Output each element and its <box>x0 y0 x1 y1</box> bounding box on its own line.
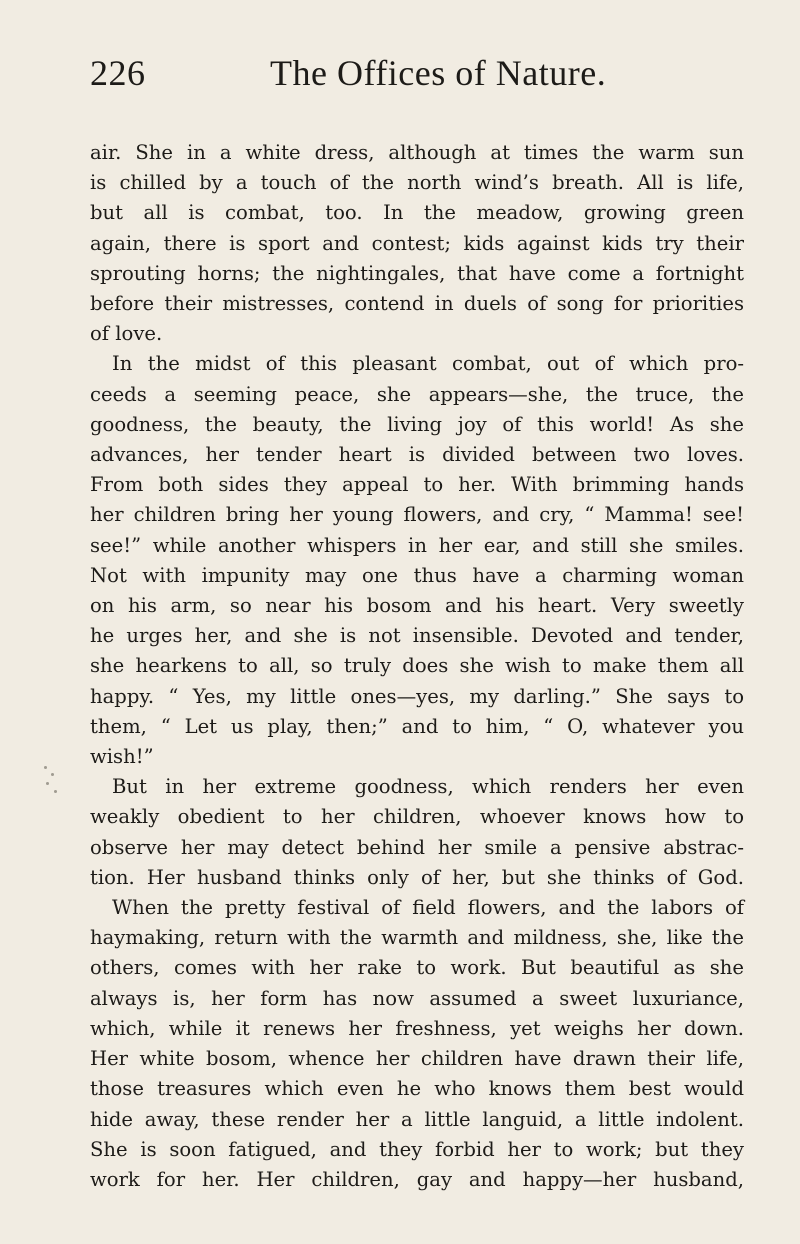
running-title: The Offices of Nature. <box>270 53 607 93</box>
paper-speck <box>51 773 54 776</box>
text-line: always is, her form has now assumed a sweet luxuriance, <box>90 986 744 1010</box>
paper-speck <box>46 782 49 785</box>
text-line: he urges her, and she is not insensible. Devoted and tender, <box>90 624 744 648</box>
paper-speck <box>44 766 47 769</box>
text-line: before their mistresses, contend in duels of song for priorities <box>90 292 744 316</box>
text-line: hide away, these render her a little languid, a little indolent. <box>90 1107 744 1131</box>
paper-specks <box>40 760 62 800</box>
body-text <box>90 138 744 1195</box>
text-line: work for her. Her children, gay and happy—her husband, <box>90 1167 744 1191</box>
text-line: When the pretty festival of field flowers, and the labors of <box>112 896 744 920</box>
text-line: From both sides they appeal to her. With brimming hands <box>90 473 744 497</box>
text-line: but all is combat, too. In the meadow, growing green <box>90 201 744 225</box>
text-line: which, while it renews her freshness, yet weighs her down. <box>90 1016 744 1040</box>
text-line: is chilled by a touch of the north wind’s breath. All is life, <box>90 171 744 195</box>
text-line: air. She in a white dress, although at times the warm sun <box>90 141 744 164</box>
running-head <box>90 52 744 92</box>
text-line: weakly obedient to her children, whoever knows how to <box>90 805 744 829</box>
text-line: wish!” <box>90 745 154 769</box>
text-line: goodness, the beauty, the living joy of this world! As she <box>90 412 744 436</box>
text-line: In the midst of this pleasant combat, out of which pro- <box>112 352 744 376</box>
text-line: others, comes with her rake to work. But beautiful as she <box>90 956 744 980</box>
text-line: of love. <box>90 322 163 346</box>
text-line: them, “ Let us play, then;” and to him, “ O, whatever you <box>90 714 744 738</box>
text-line: Her white bosom, whence her children have drawn their life, <box>90 1047 744 1071</box>
text-line: see!” while another whispers in her ear, and still she smiles. <box>90 533 744 557</box>
text-line: Not with impunity may one thus have a charming woman <box>90 563 744 587</box>
text-line: She is soon fatigued, and they forbid her to work; but they <box>90 1137 744 1161</box>
text-line: tion. Her husband thinks only of her, but she thinks of God. <box>90 865 744 889</box>
text-line: on his arm, so near his bosom and his heart. Very sweetly <box>90 594 744 618</box>
text-line: advances, her tender heart is divided between two loves. <box>90 443 744 467</box>
paper-speck <box>54 790 57 793</box>
text-line: she hearkens to all, so truly does she wish to make them all <box>90 654 744 678</box>
text-line: happy. “ Yes, my little ones—yes, my darling.” She says to <box>90 684 744 708</box>
page-number: 226 <box>90 53 146 93</box>
text-line: her children bring her young flowers, and cry, “ Mamma! see! <box>90 503 744 527</box>
text-line: ceeds a seeming peace, she appears—she, the truce, the <box>90 382 744 406</box>
text-line: sprouting horns; the nightingales, that have come a fortnight <box>90 261 744 285</box>
text-line: haymaking, return with the warmth and mildness, she, like the <box>90 926 744 950</box>
text-line: But in her extreme goodness, which renders her even <box>112 775 744 799</box>
text-line: observe her may detect behind her smile a pensive abstrac- <box>90 835 744 859</box>
text-line: again, there is sport and contest; kids against kids try their <box>90 231 744 255</box>
text-line: those treasures which even he who knows them best would <box>90 1077 744 1101</box>
